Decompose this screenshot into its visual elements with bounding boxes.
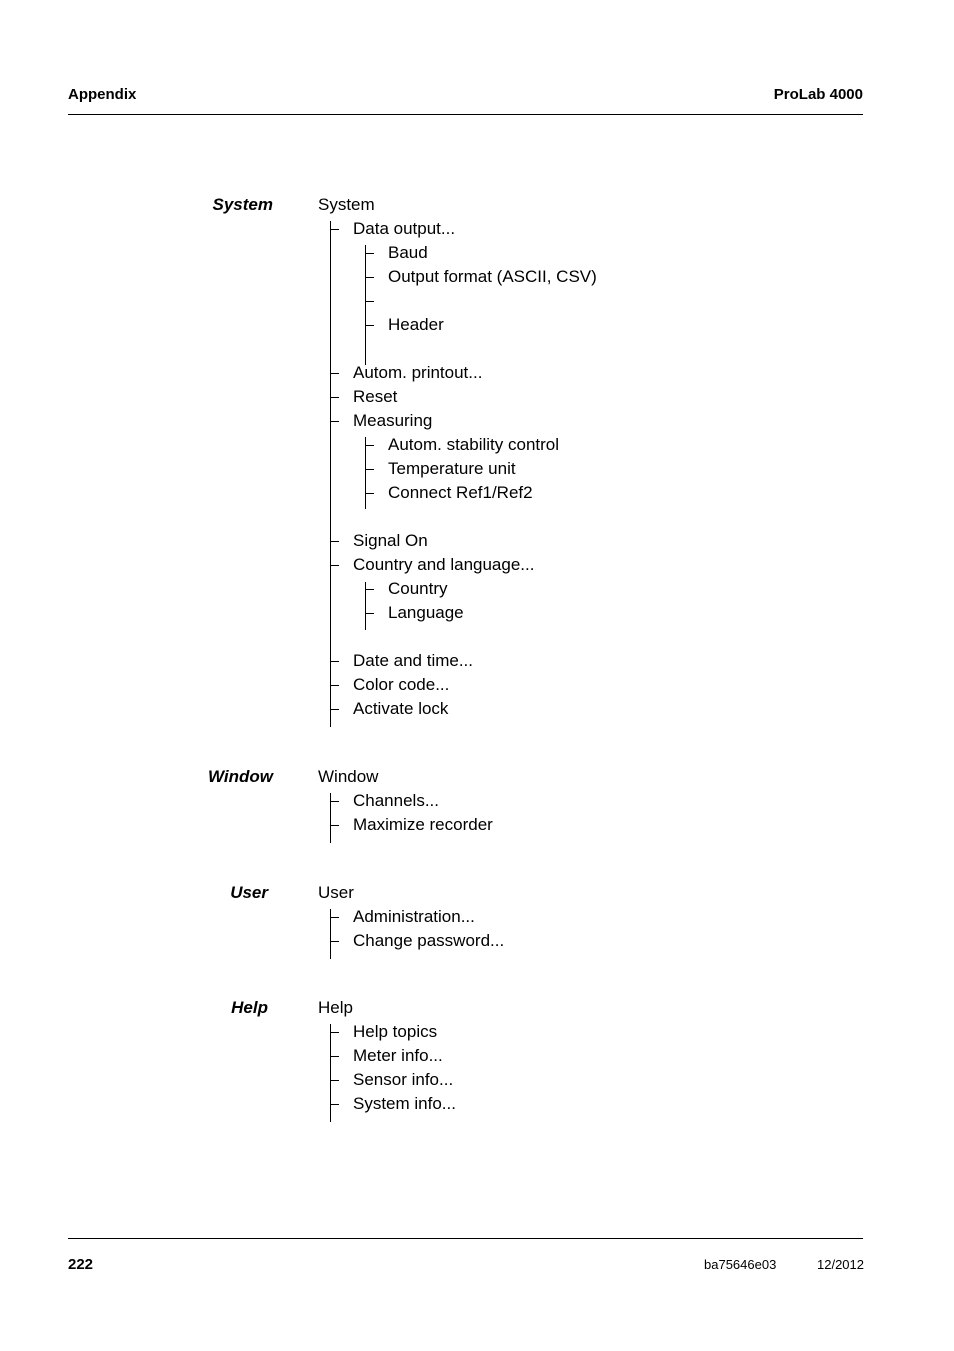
tree-line [330, 1024, 331, 1122]
tree-line [365, 437, 366, 509]
document-date: 12/2012 [817, 1257, 864, 1272]
page-number: 222 [68, 1256, 94, 1273]
header-divider [68, 114, 863, 115]
header-product-name: ProLab 4000 [773, 86, 863, 103]
tree-line [330, 221, 331, 727]
menu-title-system: System [318, 195, 375, 214]
header-section-title: Appendix [68, 86, 137, 103]
menu-title-window: Window [318, 767, 379, 786]
tree-line [365, 245, 366, 365]
menu-title-user: User [318, 883, 354, 902]
section-label-window: Window [208, 767, 273, 786]
section-label-help: Help [231, 998, 268, 1017]
menu-title-help: Help [318, 998, 353, 1017]
section-label-system: System [212, 195, 273, 214]
section-label-user: User [230, 883, 268, 902]
footer-divider [68, 1238, 863, 1239]
document-id: ba75646e03 [704, 1257, 777, 1272]
